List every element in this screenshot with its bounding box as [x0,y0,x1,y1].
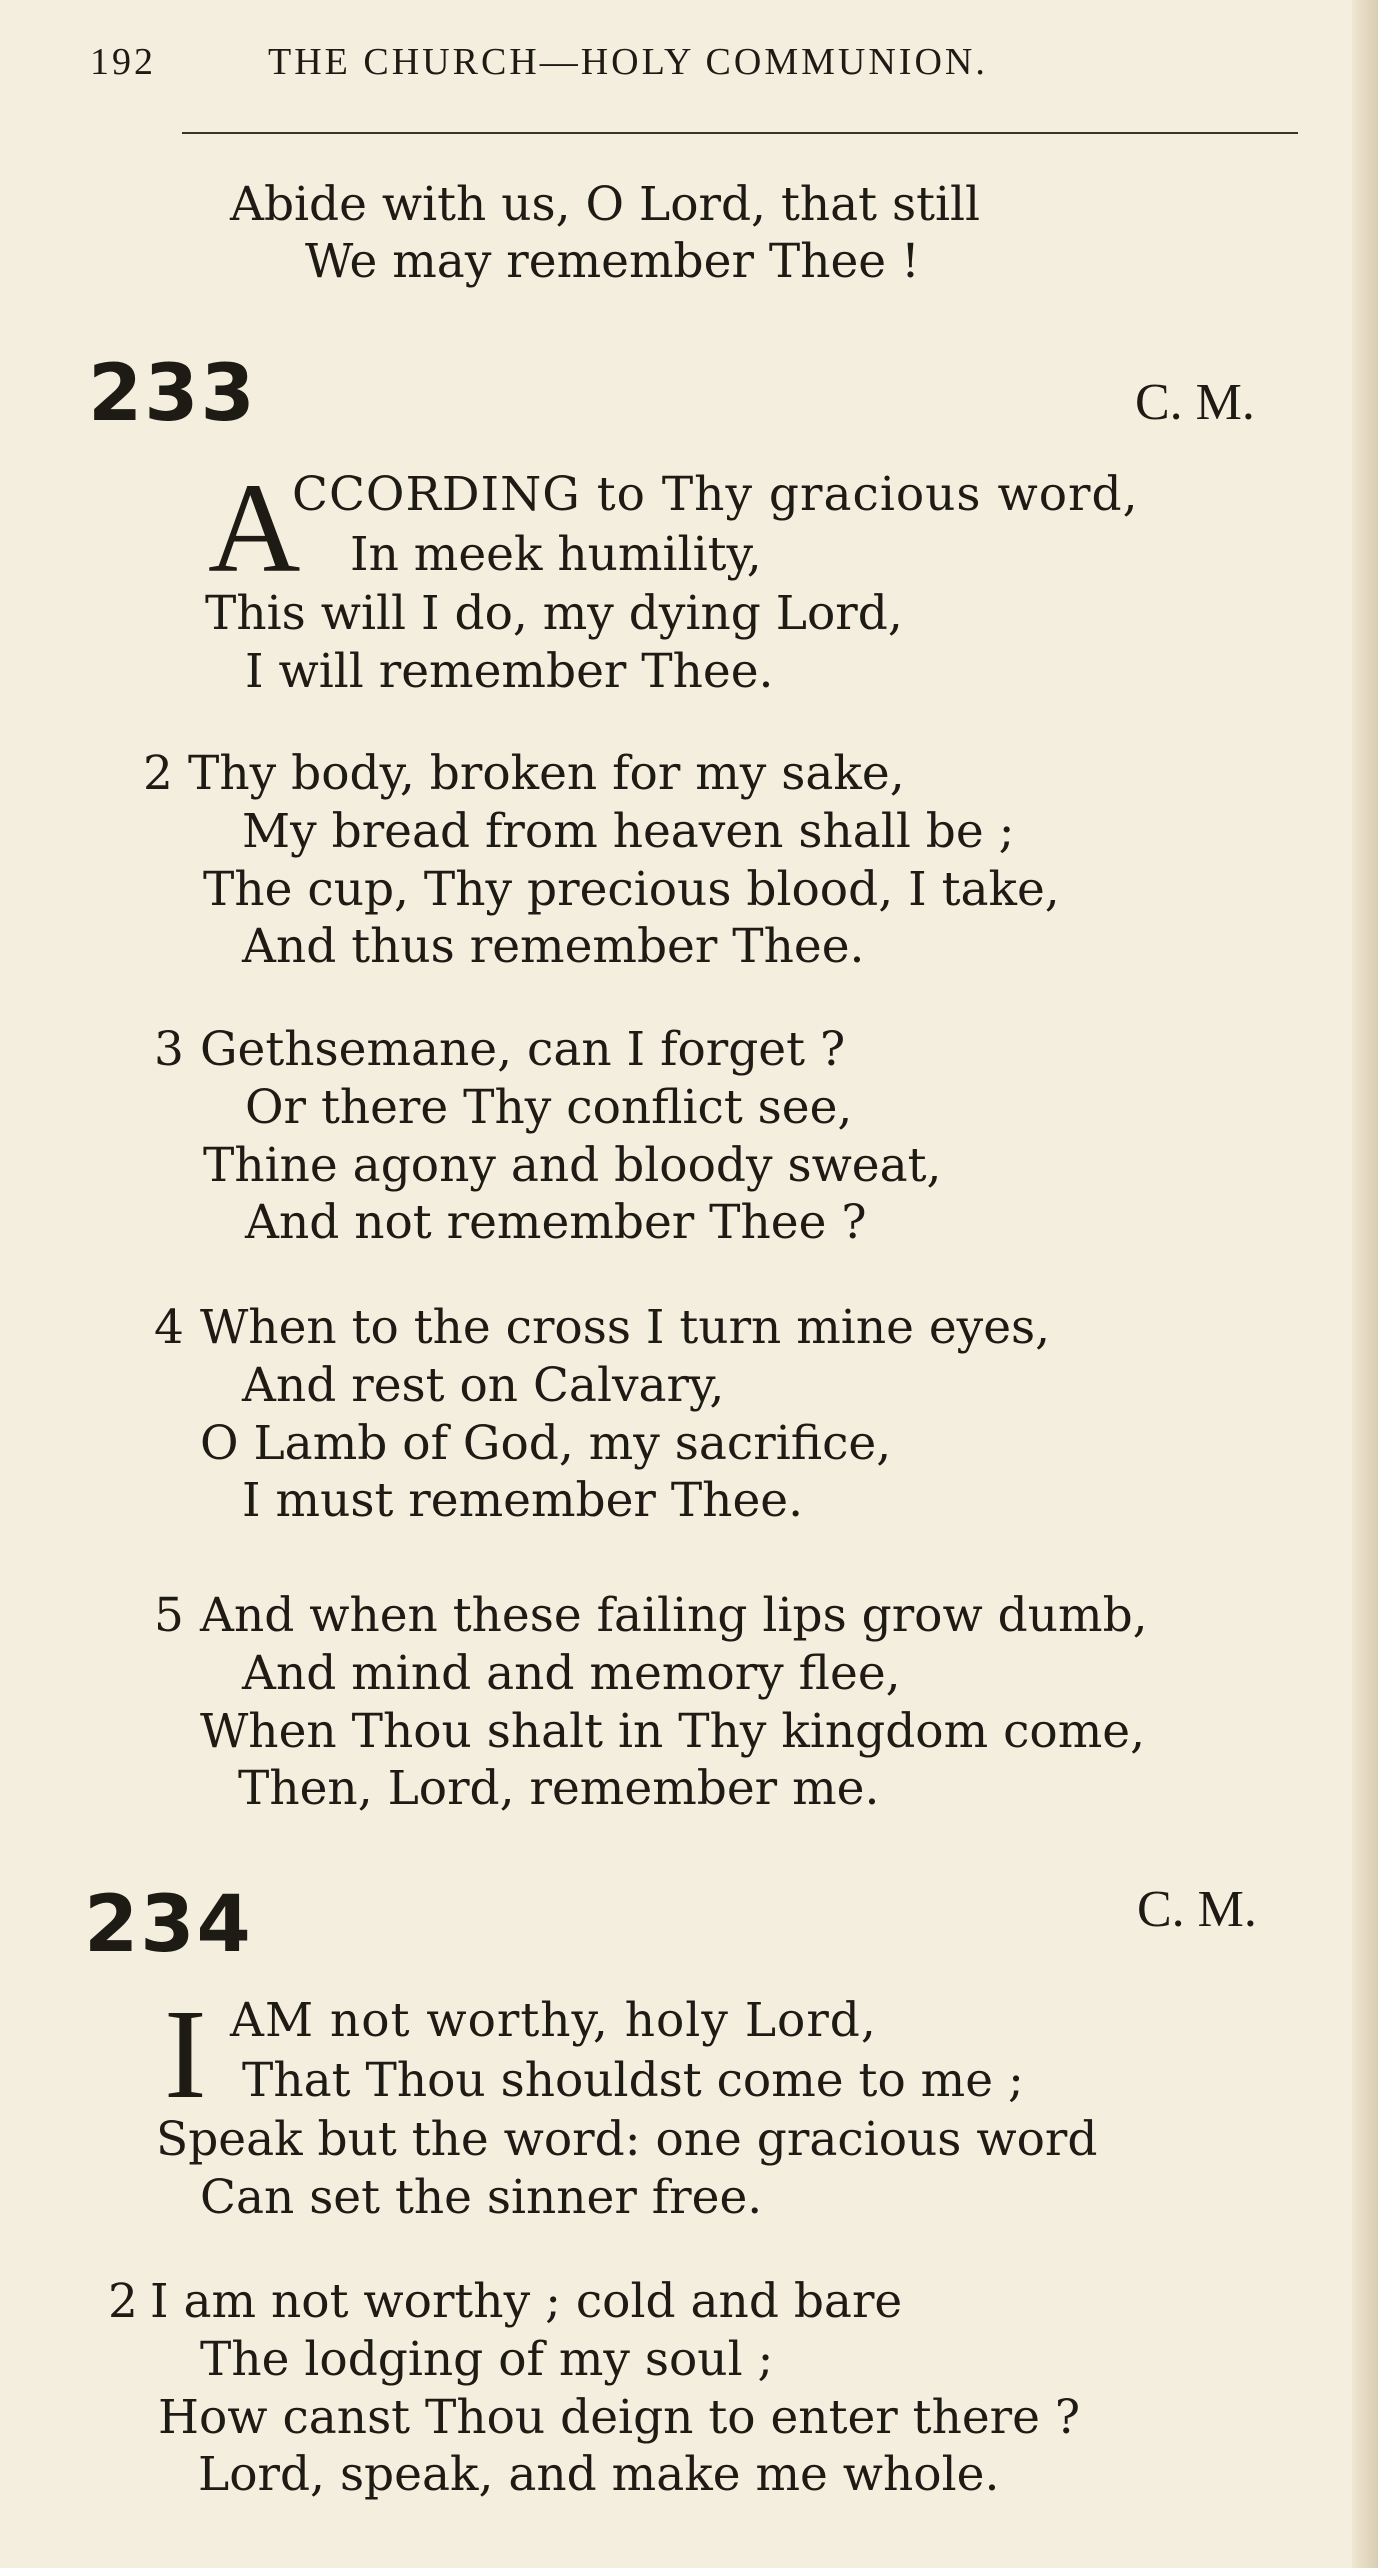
hymn-number: 234 [84,1880,253,1970]
verse-line: Then, Lord, remember me. [238,1761,880,1816]
verse-line: Can set the sinner free. [200,2170,763,2225]
verse-line: And when these failing lips grow dumb, [200,1588,1148,1643]
verse-line: Thine agony and bloody sweat, [203,1138,942,1193]
verse-line: How canst Thou deign to enter there ? [158,2390,1081,2445]
verse-line: When to the cross I turn mine eyes, [200,1300,1051,1355]
verse-line: And rest on Calvary, [242,1358,725,1413]
verse-line: Or there Thy conflict see, [245,1080,853,1135]
verse-line: And mind and memory flee, [242,1646,901,1701]
header-rule [182,132,1298,134]
verse-line: And not remember Thee ? [245,1195,867,1250]
page-number: 192 [90,41,156,83]
stanza-number: 3 [154,1022,184,1077]
drop-cap-initial: I [164,1983,207,2125]
stanza-number: 5 [154,1588,184,1643]
verse-line: We may remember Thee ! [305,234,920,289]
verse-line: My bread from heaven shall be ; [242,804,1015,859]
stanza-number: 2 [108,2274,138,2329]
verse-line: Speak but the word: one gracious word [156,2112,1098,2167]
page-edge-shadow [1352,0,1378,2568]
verse-line: O Lamb of God, my sacrifice, [200,1416,892,1471]
running-head: THE CHURCH—HOLY COMMUNION. [268,41,988,83]
verse-line: I am not worthy ; cold and bare [150,2274,903,2329]
verse-line: The lodging of my soul ; [200,2332,774,2387]
stanza-number: 2 [143,746,173,801]
verse-line: I must remember Thee. [242,1473,804,1528]
hymn-number: 233 [88,349,257,439]
hymn-meter: C. M. [1135,374,1255,431]
drop-cap-initial: A [208,457,301,599]
stanza-number: 4 [154,1300,184,1355]
verse-line: And thus remember Thee. [242,919,865,974]
page-header [90,40,1300,100]
verse-line: When Thou shalt in Thy kingdom come, [200,1704,1146,1759]
verse-line: Abide with us, O Lord, that still [230,177,981,232]
verse-line: That Thou shouldst come to me ; [242,2053,1024,2108]
hymn-meter: C. M. [1137,1881,1257,1938]
verse-line: AM not worthy, holy Lord, [230,1993,877,2048]
verse-line: Gethsemane, can I forget ? [200,1022,846,1077]
verse-line: This will I do, my dying Lord, [205,586,903,641]
verse-line: In meek humility, [350,527,762,582]
verse-line: Lord, speak, and make me whole. [198,2447,1000,2502]
verse-line: Thy body, broken for my sake, [188,746,905,801]
verse-line: The cup, Thy precious blood, I take, [203,862,1060,917]
verse-line: CCORDING to Thy gracious word, [292,467,1139,522]
verse-line: I will remember Thee. [245,644,774,699]
